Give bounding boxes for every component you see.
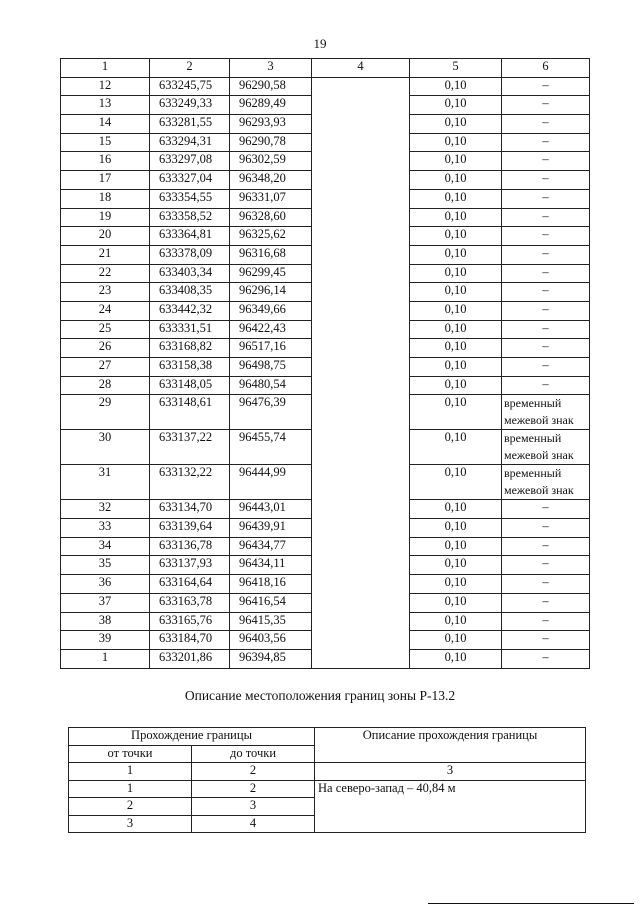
accuracy-cell: 0,10 [410, 77, 502, 96]
accuracy-cell: 0,10 [410, 264, 502, 283]
to-point-header: до точки [192, 745, 315, 763]
y-coordinate-cell: 96422,43 [230, 320, 312, 339]
point-number-cell: 16 [61, 152, 150, 171]
x-coordinate-cell: 633168,82 [150, 339, 230, 358]
header-col-2: 2 [150, 59, 230, 78]
x-coordinate-cell: 633163,78 [150, 593, 230, 612]
to-point-cell: 2 [192, 780, 315, 798]
description-header: Описание прохождения границы [315, 728, 586, 763]
note-cell: временный межевой знак [502, 430, 590, 465]
index-col-2: 2 [192, 763, 315, 781]
y-coordinate-cell: 96517,16 [230, 339, 312, 358]
coordinates-table-body [61, 77, 590, 668]
point-number-cell: 37 [61, 593, 150, 612]
y-coordinate-cell: 96302,59 [230, 152, 312, 171]
y-coordinate-cell: 96331,07 [230, 189, 312, 208]
y-coordinate-cell: 96439,91 [230, 519, 312, 538]
point-number-cell: 23 [61, 283, 150, 302]
x-coordinate-cell: 633148,61 [150, 395, 230, 430]
x-coordinate-cell: 633164,64 [150, 575, 230, 594]
y-coordinate-cell: 96434,11 [230, 556, 312, 575]
y-coordinate-cell: 96434,77 [230, 537, 312, 556]
note-cell: – [502, 358, 590, 377]
y-coordinate-cell: 96328,60 [230, 208, 312, 227]
x-coordinate-cell: 633148,05 [150, 376, 230, 395]
accuracy-cell: 0,10 [410, 519, 502, 538]
y-coordinate-cell: 96296,14 [230, 283, 312, 302]
note-cell: – [502, 376, 590, 395]
point-number-cell: 1 [61, 649, 150, 668]
point-number-cell: 15 [61, 133, 150, 152]
point-number-cell: 19 [61, 208, 150, 227]
page-number: 19 [313, 36, 327, 51]
note-cell: – [502, 96, 590, 115]
x-coordinate-cell: 633136,78 [150, 537, 230, 556]
y-coordinate-cell: 96476,39 [230, 395, 312, 430]
point-number-cell: 34 [61, 537, 150, 556]
section-title: Описание местоположения границ зоны Р-13.2 [184, 688, 456, 703]
point-number-cell: 25 [61, 320, 150, 339]
header-col-4: 4 [312, 59, 410, 78]
accuracy-cell: 0,10 [410, 612, 502, 631]
note-cell: – [502, 537, 590, 556]
x-coordinate-cell: 633201,86 [150, 649, 230, 668]
note-cell: – [502, 519, 590, 538]
point-number-cell: 31 [61, 465, 150, 500]
to-point-cell: 3 [192, 798, 315, 816]
header-col-5: 5 [410, 59, 502, 78]
from-point-cell: 2 [69, 798, 192, 816]
note-cell: – [502, 631, 590, 650]
point-number-cell: 38 [61, 612, 150, 631]
from-point-header: от точки [69, 745, 192, 763]
accuracy-cell: 0,10 [410, 152, 502, 171]
y-coordinate-cell: 96290,58 [230, 77, 312, 96]
x-coordinate-cell: 633354,55 [150, 189, 230, 208]
from-point-cell: 1 [69, 780, 192, 798]
point-number-cell: 32 [61, 500, 150, 519]
point-number-cell: 20 [61, 227, 150, 246]
y-coordinate-cell: 96455,74 [230, 430, 312, 465]
y-coordinate-cell: 96348,20 [230, 171, 312, 190]
y-coordinate-cell: 96403,56 [230, 631, 312, 650]
note-cell: – [502, 575, 590, 594]
point-number-cell: 22 [61, 264, 150, 283]
x-coordinate-cell: 633358,52 [150, 208, 230, 227]
note-cell: – [502, 339, 590, 358]
x-coordinate-cell: 633378,09 [150, 245, 230, 264]
x-coordinate-cell: 633281,55 [150, 115, 230, 134]
point-number-cell: 28 [61, 376, 150, 395]
from-point-cell: 3 [69, 815, 192, 833]
y-coordinate-cell: 96290,78 [230, 133, 312, 152]
point-number-cell: 35 [61, 556, 150, 575]
note-cell: – [502, 245, 590, 264]
x-coordinate-cell: 633165,76 [150, 612, 230, 631]
accuracy-cell: 0,10 [410, 376, 502, 395]
y-coordinate-cell: 96480,54 [230, 376, 312, 395]
accuracy-cell: 0,10 [410, 395, 502, 430]
accuracy-cell: 0,10 [410, 593, 502, 612]
note-cell: – [502, 189, 590, 208]
point-number-cell: 29 [61, 395, 150, 430]
x-coordinate-cell: 633137,22 [150, 430, 230, 465]
y-coordinate-cell: 96415,35 [230, 612, 312, 631]
note-cell: – [502, 152, 590, 171]
accuracy-cell: 0,10 [410, 339, 502, 358]
y-coordinate-cell: 96498,75 [230, 358, 312, 377]
point-number-cell: 13 [61, 96, 150, 115]
note-cell: – [502, 115, 590, 134]
note-cell: – [502, 283, 590, 302]
index-col-1: 1 [69, 763, 192, 781]
y-coordinate-cell: 96443,01 [230, 500, 312, 519]
accuracy-cell: 0,10 [410, 358, 502, 377]
x-coordinate-cell: 633327,04 [150, 171, 230, 190]
x-coordinate-cell: 633158,38 [150, 358, 230, 377]
point-number-cell: 30 [61, 430, 150, 465]
point-number-cell: 21 [61, 245, 150, 264]
note-cell: – [502, 556, 590, 575]
point-number-cell: 12 [61, 77, 150, 96]
note-cell: – [502, 264, 590, 283]
y-coordinate-cell: 96444,99 [230, 465, 312, 500]
x-coordinate-cell: 633132,22 [150, 465, 230, 500]
point-number-cell: 17 [61, 171, 150, 190]
point-number-cell: 27 [61, 358, 150, 377]
y-coordinate-cell: 96293,93 [230, 115, 312, 134]
header-col-3: 3 [230, 59, 312, 78]
y-coordinate-cell: 96299,45 [230, 264, 312, 283]
accuracy-cell: 0,10 [410, 537, 502, 556]
index-col-3: 3 [315, 763, 586, 781]
y-coordinate-cell: 96289,49 [230, 96, 312, 115]
table-row [61, 77, 590, 96]
accuracy-cell: 0,10 [410, 115, 502, 134]
accuracy-cell: 0,10 [410, 649, 502, 668]
x-coordinate-cell: 633139,64 [150, 519, 230, 538]
note-cell: временный межевой знак [502, 395, 590, 430]
y-coordinate-cell: 96316,68 [230, 245, 312, 264]
point-number-cell: 14 [61, 115, 150, 134]
point-number-cell: 18 [61, 189, 150, 208]
accuracy-cell: 0,10 [410, 320, 502, 339]
x-coordinate-cell: 633184,70 [150, 631, 230, 650]
note-cell: – [502, 208, 590, 227]
note-cell: – [502, 227, 590, 246]
accuracy-cell: 0,10 [410, 301, 502, 320]
point-number-cell: 39 [61, 631, 150, 650]
point-number-cell: 24 [61, 301, 150, 320]
method-column-cell [312, 77, 410, 668]
y-coordinate-cell: 96416,54 [230, 593, 312, 612]
header-col-1: 1 [61, 59, 150, 78]
accuracy-cell: 0,10 [410, 283, 502, 302]
point-number-cell: 36 [61, 575, 150, 594]
note-cell: – [502, 320, 590, 339]
accuracy-cell: 0,10 [410, 227, 502, 246]
boundary-group-header: Прохождение границы [69, 728, 315, 746]
x-coordinate-cell: 633294,31 [150, 133, 230, 152]
header-col-6: 6 [502, 59, 590, 78]
x-coordinate-cell: 633249,33 [150, 96, 230, 115]
note-cell: – [502, 500, 590, 519]
accuracy-cell: 0,10 [410, 171, 502, 190]
x-coordinate-cell: 633297,08 [150, 152, 230, 171]
x-coordinate-cell: 633442,32 [150, 301, 230, 320]
accuracy-cell: 0,10 [410, 575, 502, 594]
note-cell: – [502, 301, 590, 320]
accuracy-cell: 0,10 [410, 556, 502, 575]
boundary-description-cell: На северо-запад – 40,84 м [315, 780, 586, 833]
x-coordinate-cell: 633331,51 [150, 320, 230, 339]
note-cell: – [502, 612, 590, 631]
accuracy-cell: 0,10 [410, 96, 502, 115]
x-coordinate-cell: 633408,35 [150, 283, 230, 302]
note-cell: – [502, 593, 590, 612]
accuracy-cell: 0,10 [410, 430, 502, 465]
x-coordinate-cell: 633134,70 [150, 500, 230, 519]
accuracy-cell: 0,10 [410, 208, 502, 227]
accuracy-cell: 0,10 [410, 133, 502, 152]
boundary-description-table [68, 727, 586, 833]
y-coordinate-cell: 96418,16 [230, 575, 312, 594]
note-cell: временный межевой знак [502, 465, 590, 500]
accuracy-cell: 0,10 [410, 189, 502, 208]
accuracy-cell: 0,10 [410, 465, 502, 500]
x-coordinate-cell: 633245,75 [150, 77, 230, 96]
note-cell: – [502, 133, 590, 152]
note-cell: – [502, 77, 590, 96]
note-cell: – [502, 171, 590, 190]
point-number-cell: 26 [61, 339, 150, 358]
to-point-cell: 4 [192, 815, 315, 833]
footer-rule [428, 903, 634, 904]
y-coordinate-cell: 96394,85 [230, 649, 312, 668]
y-coordinate-cell: 96325,62 [230, 227, 312, 246]
accuracy-cell: 0,10 [410, 500, 502, 519]
accuracy-cell: 0,10 [410, 631, 502, 650]
coordinates-table [60, 58, 590, 669]
x-coordinate-cell: 633364,81 [150, 227, 230, 246]
accuracy-cell: 0,10 [410, 245, 502, 264]
note-cell: – [502, 649, 590, 668]
point-number-cell: 33 [61, 519, 150, 538]
x-coordinate-cell: 633137,93 [150, 556, 230, 575]
x-coordinate-cell: 633403,34 [150, 264, 230, 283]
y-coordinate-cell: 96349,66 [230, 301, 312, 320]
coordinates-table-header [61, 59, 590, 78]
